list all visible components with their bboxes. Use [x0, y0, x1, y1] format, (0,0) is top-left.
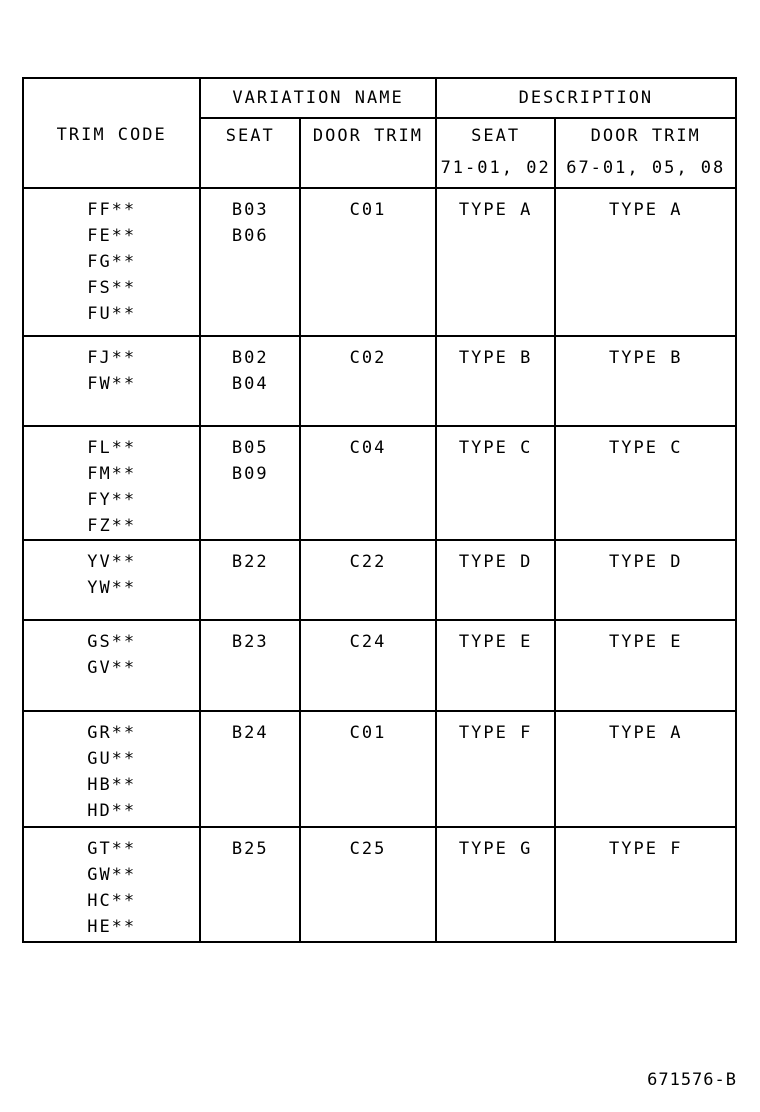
seat-variation-cell: [200, 188, 300, 336]
cell-line: TYPE C: [609, 438, 683, 458]
desc-door-cell: [555, 711, 736, 827]
cell-line: FZ**: [87, 516, 137, 536]
table-row: [23, 827, 736, 942]
cell-line: FF**: [87, 200, 137, 220]
trim-code-header: TRIM CODE: [23, 78, 200, 188]
door-variation-cell: [300, 711, 436, 827]
cell-line: TYPE F: [609, 839, 683, 859]
trim-codes-cell: [23, 426, 200, 540]
cell-line: TYPE A: [609, 723, 683, 743]
cell-line: GV**: [87, 658, 137, 678]
cell-line: FM**: [87, 464, 137, 484]
desc-door-cell: [555, 620, 736, 711]
seat-variation-cell: [200, 336, 300, 426]
cell-line: GT**: [87, 839, 137, 859]
cell-line: TYPE E: [458, 632, 533, 652]
cell-line: B22: [231, 552, 269, 572]
cell-line: B25: [231, 839, 269, 859]
desc-seat-cell: [436, 711, 556, 827]
door-variation-cell: [300, 620, 436, 711]
door-variation-cell: [300, 827, 436, 942]
cell-line: TYPE D: [458, 552, 533, 572]
desc-door-cell: [555, 188, 736, 336]
cell-line: TYPE B: [609, 348, 683, 368]
door-variation-cell: [300, 426, 436, 540]
cell-line: B05: [231, 438, 269, 458]
description-header: DESCRIPTION: [436, 78, 736, 118]
cell-line: FG**: [87, 252, 137, 272]
seat-variation-cell: [200, 711, 300, 827]
desc-door-trim-header: DOOR TRIM 67-01, 05, 08: [555, 118, 736, 188]
seat-header: SEAT: [200, 118, 300, 188]
cell-line: FY**: [87, 490, 137, 510]
cell-line: GU**: [87, 749, 137, 769]
trim-code-table: [22, 77, 737, 943]
cell-line: TYPE F: [458, 723, 533, 743]
cell-line: B02: [231, 348, 269, 368]
door-trim-header: DOOR TRIM: [300, 118, 436, 188]
cell-line: C24: [349, 632, 387, 652]
cell-line: B03: [231, 200, 269, 220]
cell-line: YW**: [87, 578, 137, 598]
table-row: [23, 188, 736, 336]
seat-variation-cell: [200, 827, 300, 942]
cell-line: TYPE D: [609, 552, 683, 572]
desc-seat-cell: [436, 188, 556, 336]
figure-code: 671576-B: [647, 1070, 737, 1090]
variation-name-header: VARIATION NAME: [200, 78, 435, 118]
desc-seat-cell: [436, 426, 556, 540]
seat-variation-cell: [200, 426, 300, 540]
table-row: [23, 540, 736, 620]
door-variation-cell: [300, 188, 436, 336]
table-row: [23, 336, 736, 426]
cell-line: TYPE G: [458, 839, 533, 859]
cell-line: C02: [349, 348, 387, 368]
cell-line: B09: [231, 464, 269, 484]
table-body: [23, 188, 736, 942]
cell-line: C25: [349, 839, 387, 859]
desc-seat-cell: [436, 540, 556, 620]
desc-door-cell: [555, 426, 736, 540]
cell-line: FS**: [87, 278, 137, 298]
cell-line: HB**: [87, 775, 137, 795]
seat-variation-cell: [200, 540, 300, 620]
cell-line: TYPE C: [458, 438, 533, 458]
cell-line: FL**: [87, 438, 137, 458]
cell-line: TYPE B: [458, 348, 533, 368]
cell-line: FW**: [87, 374, 137, 394]
cell-line: B24: [231, 723, 269, 743]
cell-line: FJ**: [87, 348, 137, 368]
trim-codes-cell: [23, 711, 200, 827]
desc-seat-cell: [436, 827, 556, 942]
cell-line: TYPE A: [609, 200, 683, 220]
cell-line: GS**: [87, 632, 137, 652]
cell-line: B06: [231, 226, 269, 246]
desc-seat-cell: [436, 336, 556, 426]
cell-line: B23: [231, 632, 269, 652]
trim-codes-cell: [23, 336, 200, 426]
cell-line: C04: [349, 438, 387, 458]
cell-line: GW**: [87, 865, 137, 885]
cell-line: HE**: [87, 917, 137, 937]
cell-line: HC**: [87, 891, 137, 911]
trim-codes-cell: [23, 827, 200, 942]
cell-line: C22: [349, 552, 387, 572]
seat-variation-cell: [200, 620, 300, 711]
cell-line: TYPE A: [458, 200, 533, 220]
cell-line: FU**: [87, 304, 137, 324]
desc-seat-header: SEAT 71-01, 02: [436, 118, 556, 188]
cell-line: GR**: [87, 723, 137, 743]
door-variation-cell: [300, 336, 436, 426]
desc-door-cell: [555, 336, 736, 426]
desc-seat-cell: [436, 620, 556, 711]
table-row: [23, 711, 736, 827]
trim-codes-cell: [23, 620, 200, 711]
cell-line: C01: [349, 200, 387, 220]
cell-line: C01: [349, 723, 387, 743]
table-row: [23, 426, 736, 540]
cell-line: TYPE E: [609, 632, 683, 652]
cell-line: FE**: [87, 226, 137, 246]
trim-codes-cell: [23, 540, 200, 620]
table-row: [23, 620, 736, 711]
cell-line: B04: [231, 374, 269, 394]
door-variation-cell: [300, 540, 436, 620]
cell-line: HD**: [87, 801, 137, 821]
cell-line: YV**: [87, 552, 137, 572]
trim-codes-cell: [23, 188, 200, 336]
desc-door-cell: [555, 540, 736, 620]
desc-door-cell: [555, 827, 736, 942]
